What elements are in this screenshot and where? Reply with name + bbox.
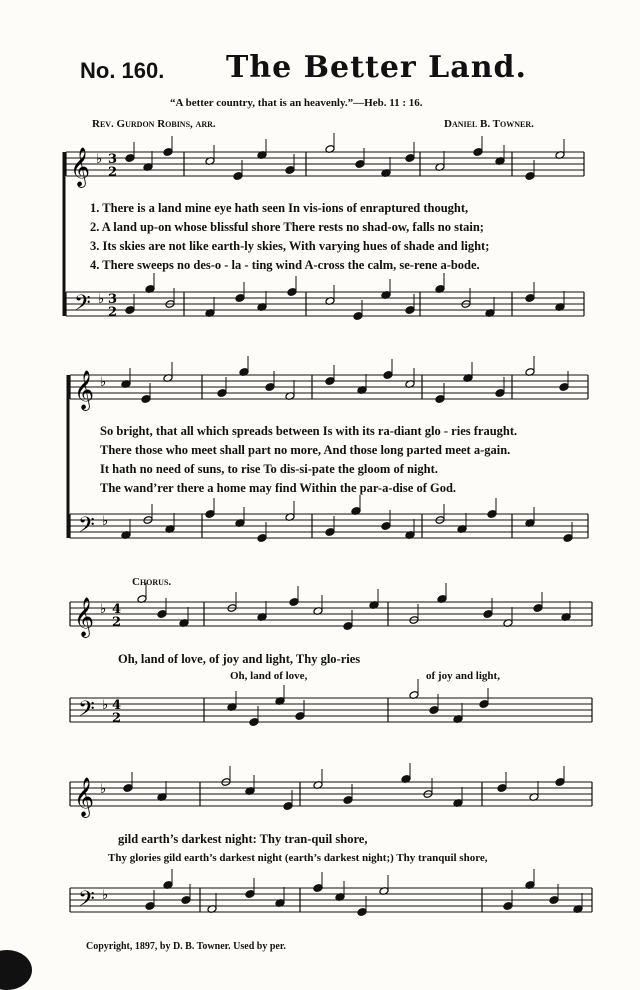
key-flat: ♭ (100, 602, 107, 617)
key-flat: ♭ (98, 292, 105, 307)
key-flat: ♭ (96, 152, 103, 167)
time-signature: 3 (108, 292, 118, 307)
key-flat: ♭ (100, 375, 107, 390)
time-signature: 2 (108, 305, 118, 320)
bass-clef: 𝄢 (78, 513, 95, 543)
treble-clef: 𝄞 (74, 597, 95, 637)
chorus-bass-lyric-2: of joy and light, (426, 670, 500, 682)
music-credit: Daniel B. Towner. (444, 118, 534, 130)
key-flat: ♭ (102, 514, 109, 529)
treble-clef: 𝄞 (74, 370, 95, 410)
copyright-notice: Copyright, 1897, by D. B. Towner. Used by per. (86, 941, 286, 952)
bass-clef: 𝄢 (78, 887, 95, 917)
key-flat: ♭ (102, 698, 109, 713)
time-signature: 4 (112, 698, 122, 713)
chorus-lower-lyric-line-2: Thy glories gild earth’s darkest night (earth’s darkest night;) Thy tranquil shore, (108, 852, 488, 864)
time-signature: 4 (112, 602, 122, 617)
chorus-label: Chorus. (132, 576, 172, 588)
treble-clef: 𝄞 (74, 777, 95, 817)
key-flat: ♭ (100, 782, 107, 797)
lyric-verse-2-line-2: There those who meet shall part no more, And those long parted meet a-gain. (100, 443, 511, 457)
scripture-epigraph: “A better country, that is an heavenly.”—Heb. 11 : 16. (170, 97, 423, 109)
hymn-title: The Better Land. (226, 50, 527, 85)
time-signature: 2 (108, 165, 118, 180)
chorus-lyric-line-1: Oh, land of love, of joy and light, Thy glo-ries (118, 652, 361, 666)
treble-clef: 𝄞 (70, 147, 91, 187)
lyric-verse-2-line-1: 2. A land up-on whose blissful shore There rests no shad-ow, falls no stain; (90, 220, 484, 234)
lyric-verse-3-line-2: It hath no need of suns, to rise To dis-si-pate the gloom of night. (100, 462, 438, 476)
bass-clef: 𝄢 (78, 697, 95, 727)
lyric-verse-1-line-1: 1. There is a land mine eye hath seen In vis-ions of enraptured thought, (90, 201, 469, 215)
lyric-verse-1-line-2: So bright, that all which spreads between Is with its ra-diant glo - ries fraught. (100, 424, 518, 438)
bass-clef: 𝄢 (74, 291, 91, 321)
time-signature: 3 (108, 152, 118, 167)
lyric-verse-3-line-1: 3. Its skies are not like earth-ly skies, With varying hues of shade and light; (90, 239, 490, 253)
lyric-verse-4-line-2: The wand’rer there a home may find Within the par-a-dise of God. (100, 481, 457, 495)
time-signature: 2 (112, 711, 122, 726)
key-flat: ♭ (102, 888, 109, 903)
words-credit: Rev. Gurdon Robins, arr. (92, 118, 216, 130)
chorus-bass-lyric-1: Oh, land of love, (230, 670, 308, 682)
lyric-verse-4-line-1: 4. There sweeps no des-o - la - ting wind A-cross the calm, se-rene a-bode. (90, 258, 480, 272)
time-signature: 2 (112, 615, 122, 630)
chorus-lyric-line-2: gild earth’s darkest night: Thy tran-quil shore, (118, 832, 368, 846)
hymn-number: No. 160. (80, 58, 165, 83)
